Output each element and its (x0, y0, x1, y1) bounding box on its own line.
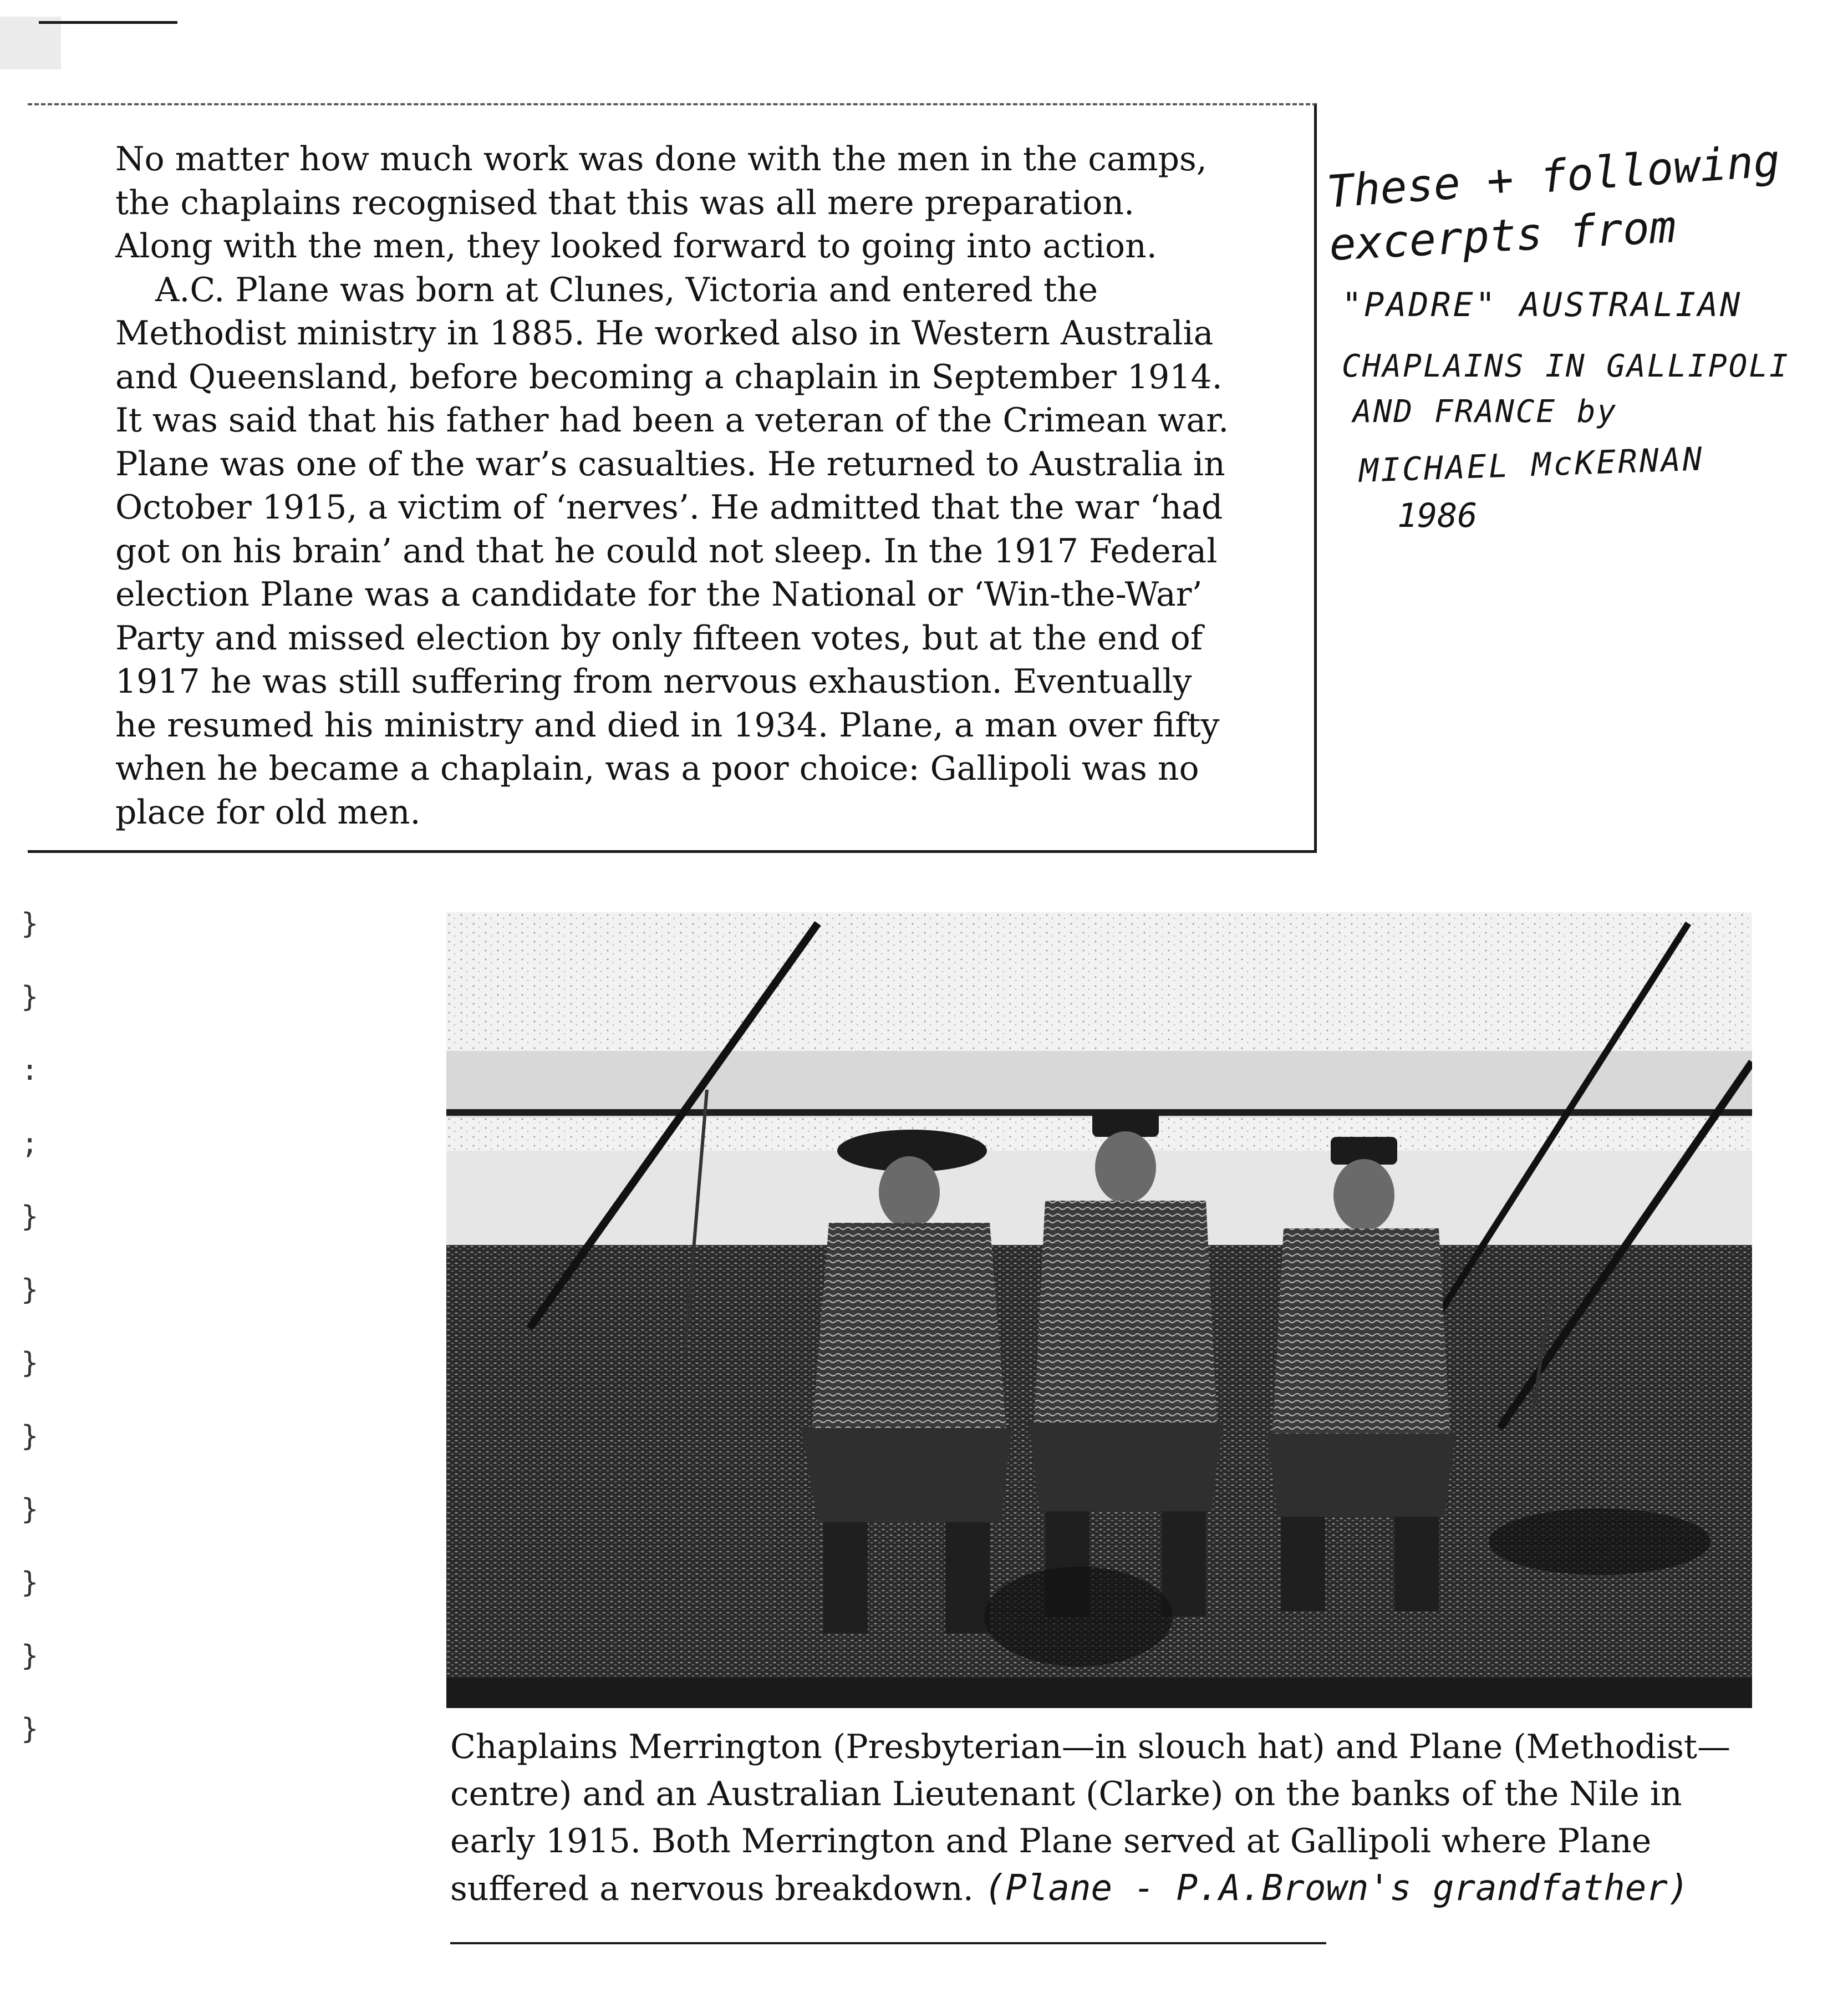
note-line-1: These + following (1325, 134, 1782, 218)
top-rule (39, 21, 177, 24)
excerpt-text (115, 138, 1241, 834)
note-line-6: MICHAEL McKERNAN (1358, 440, 1705, 490)
caption-text: Chaplains Merrington (Presbyterian—in slouch hat) and Plane (Methodist—centre) and an Australian Lieutenant (Clarke) on the banks of the Nile in early 1915. Both Merrington and Plane served at Gallipoli where Plane suffered a nervous breakdown. (450, 1727, 1731, 1908)
chaplains-photograph (446, 912, 1752, 1708)
caption-handwritten-addition: (Plane - P.A.Brown's grandfather) (984, 1868, 1689, 1909)
excerpt-paragraph-2: A.C. Plane was born at Clunes, Victoria and entered the Methodist ministry in 1885. He worked also in Western Australia and Queensland, before becoming a chaplain in September 1914. It was said that his father had been a veteran of the Crimean war. Plane was one of the war’s casualties. He returned to Australia in October 1915, a victim of ‘nerves’. He admitted that the war ‘had got on his brain’ and that he could not sleep. In the 1917 Federal election Plane was a candidate for the National or ‘Win-the-War’ Party and missed election by only fifteen votes, but at the end of 1917 he was still suffering from nervous exhaustion. Eventually he resumed his ministry and died in 1934. Plane, a man over fifty when he became a chaplain, was a poor choice: Gallipoli was no place for old men. (115, 270, 1229, 832)
note-line-2: excerpts from (1328, 201, 1678, 271)
binding-marks: } } : ; } } } } } } } } (21, 907, 39, 1746)
scan-smudge (0, 17, 61, 69)
note-line-4: CHAPLAINS IN GALLIPOLI (1342, 348, 1790, 384)
note-line-3: "PADRE" AUSTRALIAN (1342, 286, 1743, 324)
caption-underline (450, 1942, 1326, 1944)
note-line-5: AND FRANCE by (1353, 394, 1618, 430)
excerpt-paragraph-1: No matter how much work was done with the men in the camps, the chaplains recognised that this was all mere preparation. Along with the men, they looked forward to going into action. (115, 140, 1207, 266)
note-line-7: 1986 (1397, 496, 1478, 535)
photo-caption (450, 1724, 1770, 1913)
